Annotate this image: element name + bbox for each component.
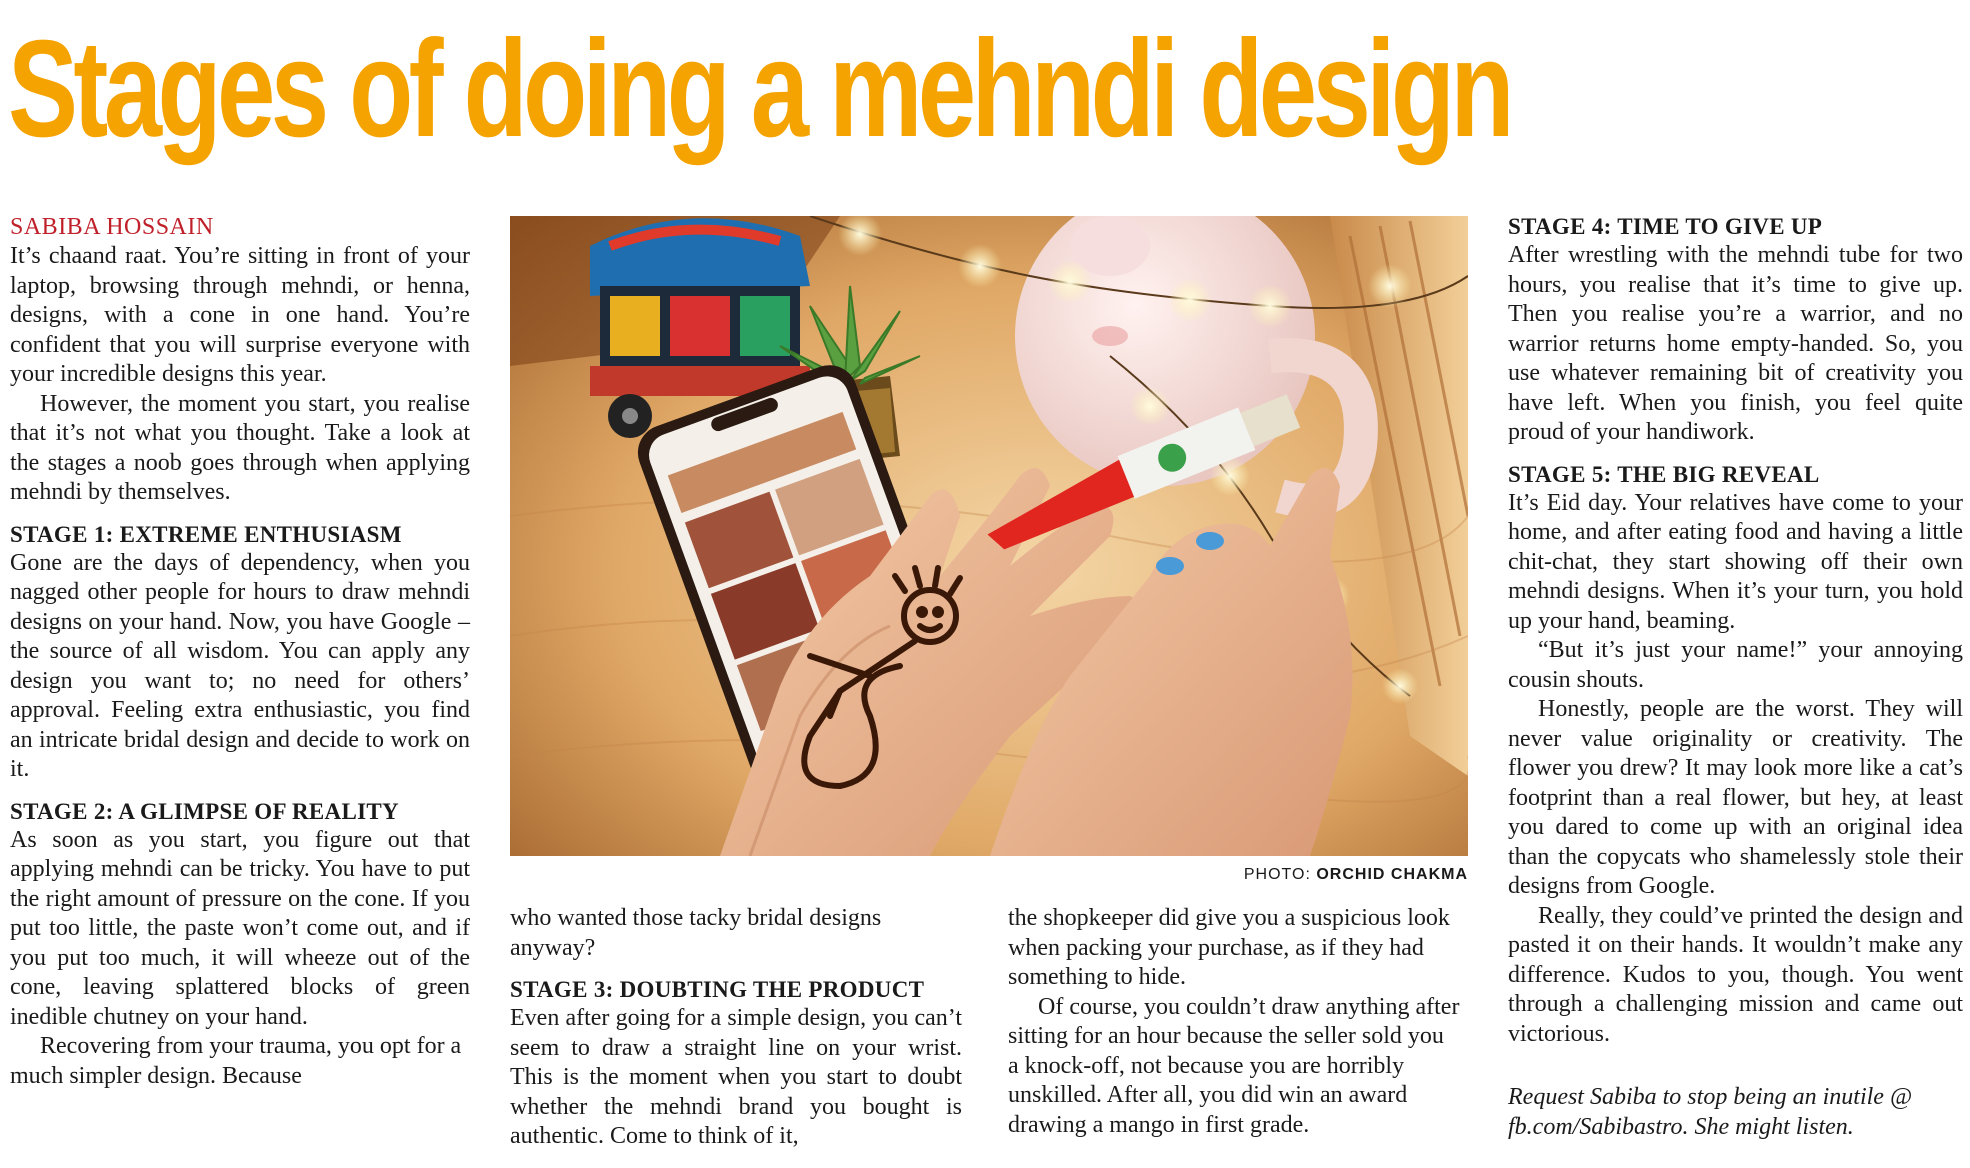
intro-paragraph-2: However, the moment you start, you realise that it’s not what you thought. Take a look at the stages a noob goes through when applying mehndi by themselves. [10, 390, 470, 505]
stage-1-heading: STAGE 1: EXTREME ENTHUSIASM [10, 521, 402, 547]
article-column-4 [1508, 212, 1963, 1142]
intro-paragraph-1: It’s chaand raat. You’re sitting in front of your laptop, browsing through mehndi, or henna, designs, with a cone in one hand. You’re confident that you will surprise everyone with your incredible designs this year. [10, 243, 470, 387]
mehndi-hand-photo-illustration [510, 216, 1468, 856]
photo-credit-name: ORCHID CHAKMA [1316, 866, 1468, 883]
stage-2-paragraph-1: As soon as you start, you figure out that applying mehndi can be tricky. You have to put the right amount of pressure on the cone. If you put too little, the paste won’t come out, and if you put too much, it will wheeze out of the cone, leaving splattered blocks of green inedible chutney on your hand. [10, 826, 470, 1030]
article-column-1 [10, 212, 470, 1091]
photo-credit [1000, 866, 1468, 890]
stage-3-heading: STAGE 3: DOUBTING THE PRODUCT [510, 977, 925, 1002]
stage-5-paragraph-2: “But it’s just your name!” your annoying cousin shouts. [1508, 637, 1963, 693]
stage-5-paragraph-4: Really, they could’ve printed the design and pasted it on their hands. It wouldn’t make any difference. Kudos to you, though. You went through a challenging mission and came out victorious. [1508, 902, 1963, 1047]
article-column-2 [510, 904, 962, 1152]
byline: SABIBA HOSSAIN [10, 214, 214, 240]
photo-credit-prefix: PHOTO: [1243, 866, 1311, 883]
stage-3-paragraph-1-end: the shopkeeper did give you a suspicious look when packing your purchase, as if they had something to hide. [1008, 905, 1450, 990]
article-photo [510, 216, 1468, 856]
stage-3-paragraph-1-start: Even after going for a simple design, you can’t seem to draw a straight line on your wrist. This is the moment when you start to doubt whether the mehndi brand you bought is authentic. Come to think of it, [510, 1005, 962, 1149]
stage-5-heading: STAGE 5: THE BIG REVEAL [1508, 461, 1820, 487]
stage-4-heading: STAGE 4: TIME TO GIVE UP [1508, 214, 1823, 239]
stage-2-paragraph-2-end: who wanted those tacky bridal designs anyway? [510, 905, 882, 961]
stage-5-paragraph-1: It’s Eid day. Your relatives have come to your home, and after eating food and having a little chit-chat, they start showing off their own mehndi designs. When it’s your turn, you hold up your hand, beaming. [1508, 489, 1963, 634]
stage-1-paragraph: Gone are the days of dependency, when you nagged other people for hours to draw mehndi designs on your hand. Now, you have Google – the source of all wisdom. You can apply any design you want to; no need for others’ approval. Feeling extra enthusiastic, you find an intricate bridal design and decide to work on it. [10, 549, 470, 782]
stage-4-paragraph: After wrestling with the mehndi tube for two hours, you realise that it’s time to give up. Then you realise you’re a warrior, and no warrior returns home empty-handed. So, you use whatever remaining bit of creativity you have left. When you finish, you feel quite proud of your handiwork. [1508, 242, 1963, 445]
stage-2-paragraph-2-start: Recovering from your trauma, you opt for a much simpler design. Because [10, 1033, 462, 1089]
author-note: Request Sabiba to stop being an inutile @ fb.com/Sabibastro. She might listen. [1508, 1084, 1913, 1140]
stage-5-paragraph-3: Honestly, people are the worst. They will never value originality or creativity. The flower you drew? It may look more like a cat’s footprint than a real flower, but hey, at least you dared to come up with an original idea than the copycats who shamelessly stole their designs from Google. [1508, 696, 1963, 899]
stage-2-heading: STAGE 2: A GLIMPSE OF REALITY [10, 798, 399, 824]
article-column-3 [1008, 904, 1460, 1140]
headline: Stages of doing a mehndi design [8, 12, 1510, 166]
stage-3-paragraph-2: Of course, you couldn’t draw anything after sitting for an hour because the seller sold you a knock-off, not because you are horribly unskilled. After all, you did win an award drawing a mango in first grade. [1008, 993, 1460, 1138]
